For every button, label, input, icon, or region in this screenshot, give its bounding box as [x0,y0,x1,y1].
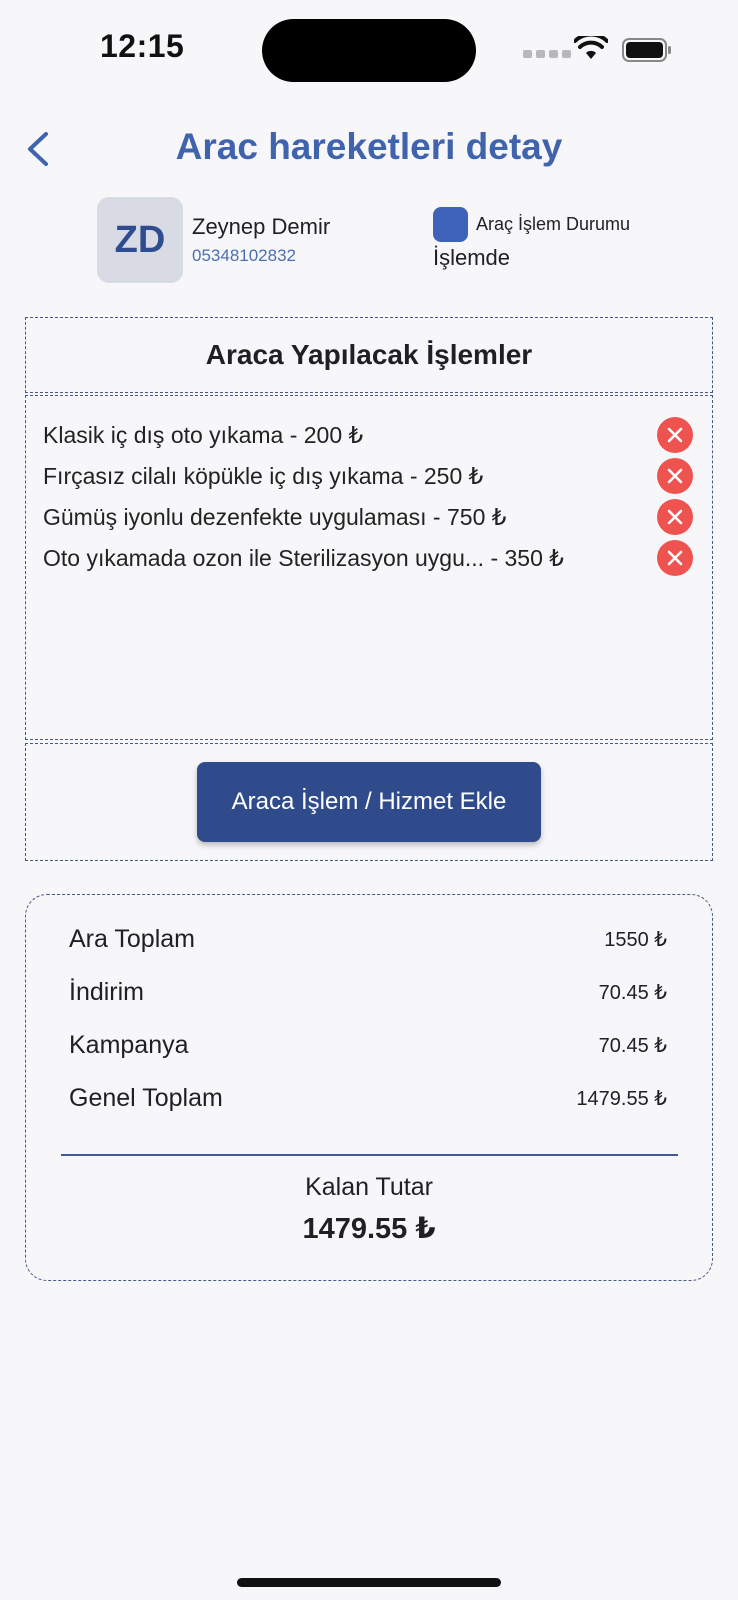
operations-header [25,317,713,393]
add-operation-section [25,743,713,861]
list-item [43,458,693,494]
remaining-label: Kalan Tutar [305,1173,433,1201]
status-label: Araç İşlem Durumu [476,214,631,234]
operations-title: Araca Yapılacak İşlemler [205,339,533,370]
battery-icon [622,38,672,62]
campaign-value: 70.45 ₺ [598,1035,667,1057]
avatar: ZD [97,197,183,283]
campaign-row [69,1031,667,1060]
list-item [43,540,693,576]
status-color-indicator [433,207,468,242]
subtotal-row [69,925,667,954]
list-item [43,417,693,453]
operation-label: Gümüş iyonlu dezenfekte uygulaması - 750 ₺ [43,503,507,530]
status-value: İşlemde [433,245,511,270]
close-icon [667,427,683,443]
discount-value: 70.45 ₺ [598,982,667,1004]
discount-row [69,978,667,1007]
subtotal-value: 1550 ₺ [604,929,667,951]
list-item [43,499,693,535]
customer-name: Zeynep Demir [192,214,331,239]
home-indicator [237,1578,501,1587]
operation-label: Klasik iç dış oto yıkama - 200 ₺ [43,421,364,448]
remove-operation-button[interactable] [657,540,693,576]
customer-phone[interactable]: 05348102832 [192,246,297,265]
page-title: Arac hareketleri detay [175,126,563,167]
grand-total-value: 1479.55 ₺ [576,1088,667,1110]
close-icon [667,509,683,525]
cellular-signal-icon [523,50,571,58]
totals-card [25,894,713,1281]
remove-operation-button[interactable] [657,417,693,453]
grand-total-row [69,1084,667,1113]
campaign-label: Kampanya [69,1031,189,1059]
dynamic-island [262,19,476,82]
add-operation-button[interactable]: Araca İşlem / Hizmet Ekle [197,762,541,842]
subtotal-label: Ara Toplam [69,925,195,953]
remove-operation-button[interactable] [657,499,693,535]
discount-label: İndirim [69,978,145,1006]
wifi-icon [574,36,608,60]
divider [61,1154,678,1156]
operation-label: Fırçasız cilalı köpükle iç dış yıkama - 250 ₺ [43,462,484,489]
close-icon [667,468,683,484]
remove-operation-button[interactable] [657,458,693,494]
close-icon [667,550,683,566]
grand-total-label: Genel Toplam [69,1084,223,1112]
operations-list [25,395,713,740]
operation-label: Oto yıkamada ozon ile Sterilizasyon uygu... - 350 ₺ [43,544,564,571]
remaining-value: 1479.55 ₺ [302,1213,436,1245]
status-time: 12:15 [100,28,185,64]
